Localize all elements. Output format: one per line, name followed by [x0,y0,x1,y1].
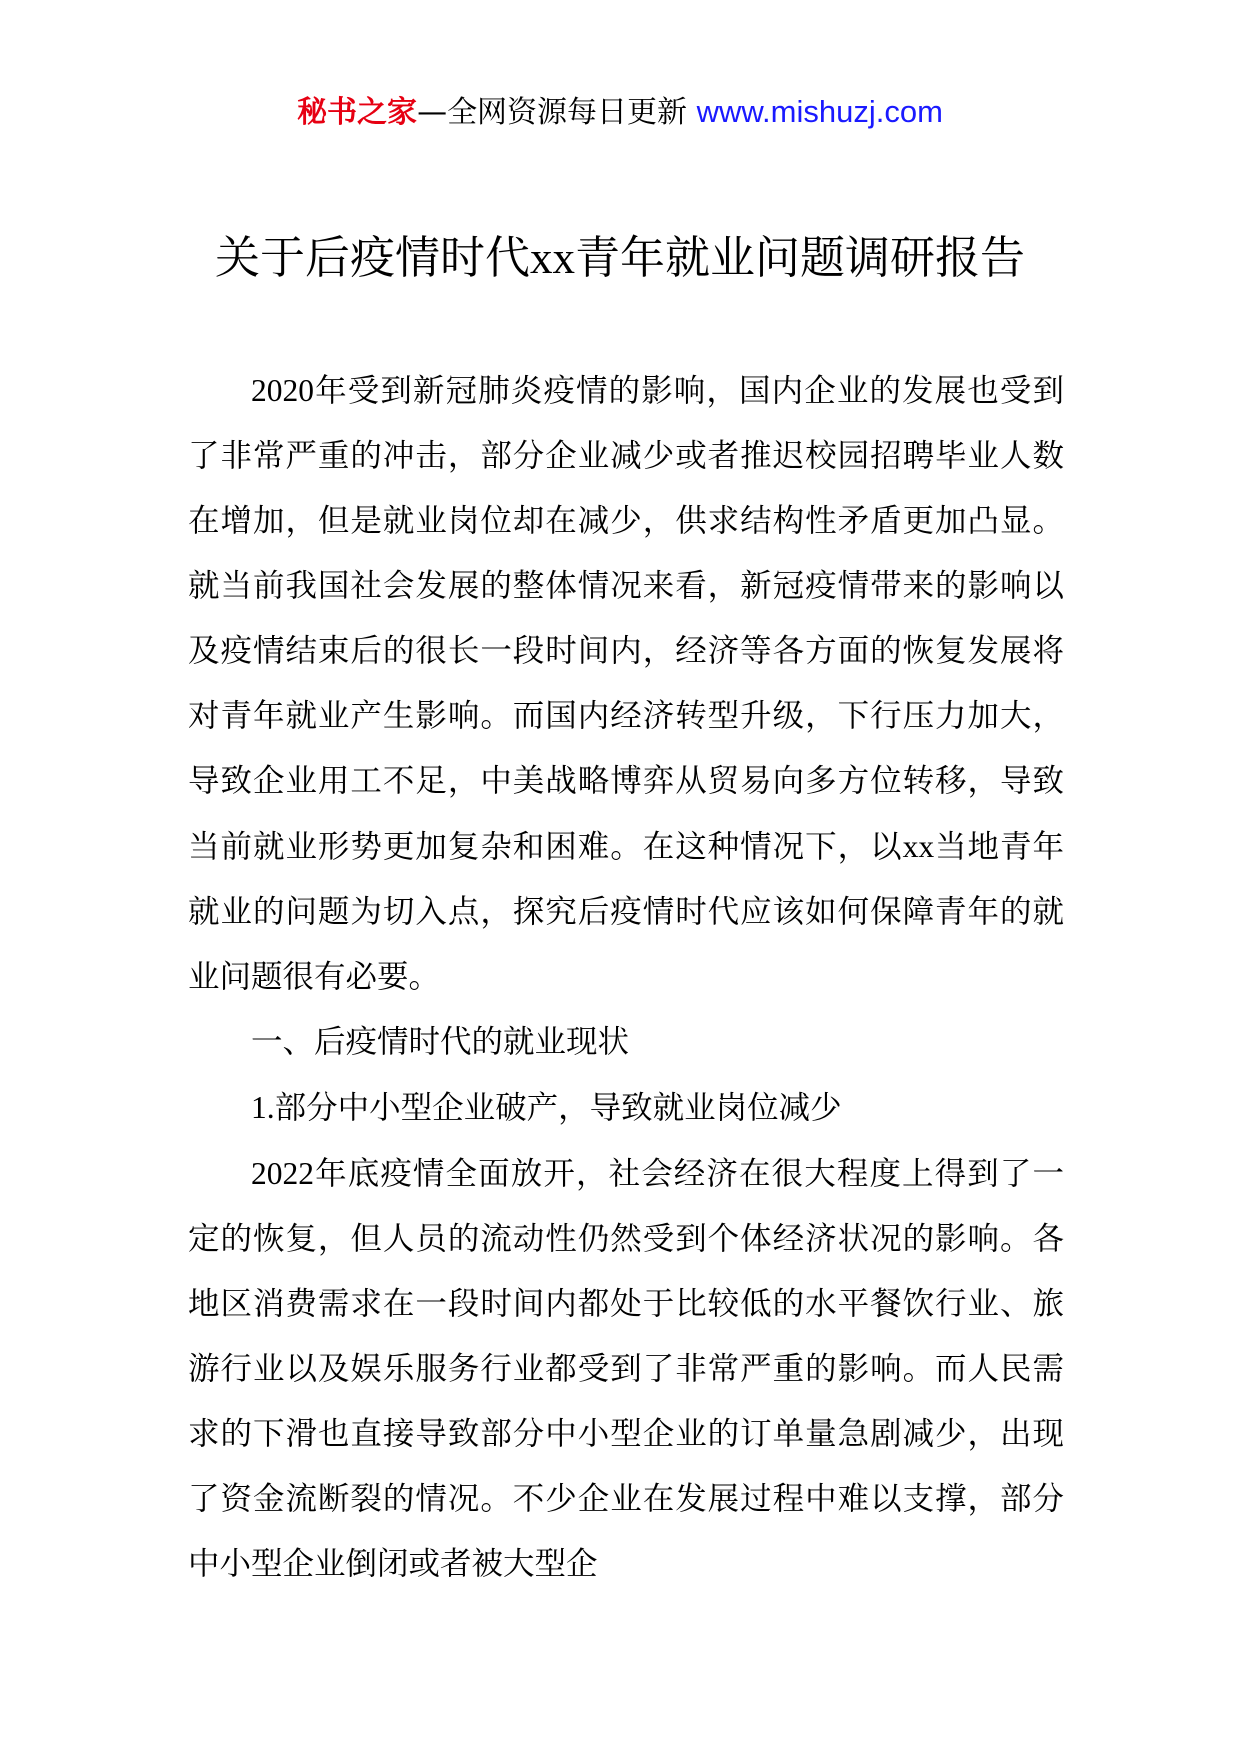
site-slogan: —全网资源每日更新 [417,95,697,130]
title-placeholder: xx [530,233,575,283]
document-title [0,228,1240,288]
paragraph-current-status-year: 2022 [251,1156,314,1191]
paragraph-intro-year: 2020 [251,373,314,408]
paragraph-intro-placeholder: xx [902,829,935,864]
paragraph-current-status-text: 年底疫情全面放开，社会经济在很大程度上得到了一定的恢复，但人员的流动性仍然受到个体经济状况的影响。各地区消费需求在一段时间内都处于比较低的水平餐饮行业、旅游行业以及娱乐服务行业都受到了非常严重的影响。而人民需求的下滑也直接导致部分中小型企业的订单量急剧减少，出现了资金流断裂的情况。不少企业在发展过程中难以支撑，部分中小型企业倒闭或者被大型企 [188,1156,1064,1582]
paragraph-intro-text-a: 年受到新冠肺炎疫情的影响，国内企业的发展也受到了非常严重的冲击，部分企业减少或者推迟校园招聘毕业人数在增加，但是就业岗位却在减少，供求结构性矛盾更加凸显。就当前我国社会发展的整体情况来看，新冠疫情带来的影响以及疫情结束后的很长一段时间内，经济等各方面的恢复发展将对青年就业产生影响。而国内经济转型升级，下行压力加大，导致企业用工不足，中美战略博弈从贸易向多方位转移，导致当前就业形势更加复杂和困难。在这种情况下，以 [188,373,1064,865]
title-part-1: 关于后疫情时代 [214,231,530,284]
title-part-2: 青年就业问题调研报告 [575,231,1026,284]
subsection-heading [188,1075,1064,1141]
document-body [188,358,1064,1597]
subsection-number: 1. [251,1090,275,1125]
site-header [0,92,1240,133]
paragraph-intro [188,358,1064,1010]
section-heading: 一、后疫情时代的就业现状 [251,1024,630,1060]
site-url-link[interactable]: www.mishuzj.com [696,94,943,129]
paragraph-current-status [188,1141,1064,1597]
subsection-heading-text: 部分中小型企业破产，导致就业岗位减少 [274,1090,842,1126]
site-brand: 秘书之家 [297,95,418,130]
paragraph-intro-text-b: 当地青年就业的问题为切入点，探究后疫情时代应该如何保障青年的就业问题很有必要。 [188,829,1064,995]
